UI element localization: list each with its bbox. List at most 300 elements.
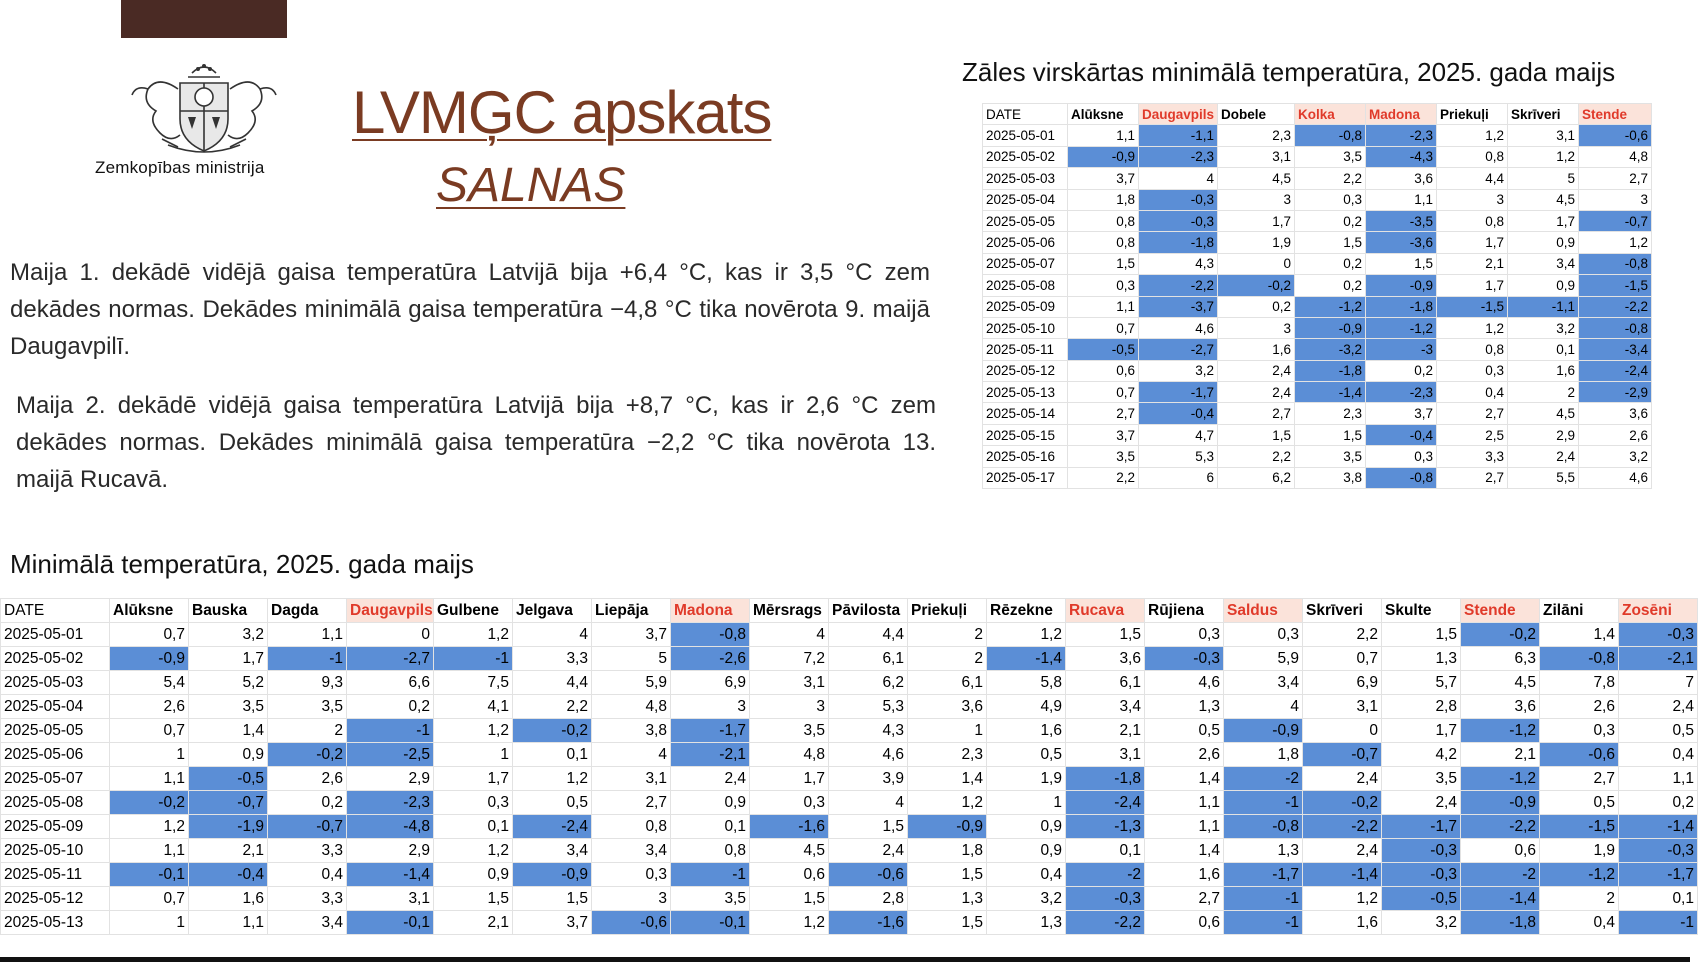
value-cell: 3 <box>1579 189 1652 210</box>
value-cell: 1,5 <box>1295 232 1366 253</box>
value-cell: 2,4 <box>1508 446 1579 467</box>
value-cell: 1,7 <box>189 647 268 671</box>
table-row <box>983 125 1652 146</box>
column-header: Skrīveri <box>1508 104 1579 125</box>
value-cell: 2,9 <box>347 767 434 791</box>
value-cell: 2,2 <box>1218 446 1295 467</box>
paragraph-decade-1: Maija 1. dekādē vidējā gaisa temperatūra Latvijā bija +6,4 °C, kas ir 3,5 °C zem dekādes normas. Dekādes minimālā gaisa temperatūra −4,8 °C tika novērota 9. maijā Daugavpilī. <box>10 259 930 360</box>
date-cell: 2025-05-02 <box>1 647 110 671</box>
value-cell: 2,3 <box>908 743 987 767</box>
value-cell: 0,6 <box>1068 360 1139 381</box>
value-cell: 5,3 <box>829 695 908 719</box>
table-row <box>1 623 1698 647</box>
value-cell: 3,1 <box>1218 146 1295 167</box>
value-cell: 0,2 <box>1295 210 1366 231</box>
value-cell: -1,8 <box>1366 296 1437 317</box>
table-row <box>983 446 1652 467</box>
date-cell: 2025-05-09 <box>983 296 1068 317</box>
value-cell: 7 <box>1619 671 1698 695</box>
value-cell: 1,5 <box>908 863 987 887</box>
value-cell: -1,6 <box>750 815 829 839</box>
value-cell: -0,4 <box>1139 403 1218 424</box>
table-row <box>983 339 1652 360</box>
value-cell: 1,7 <box>1382 719 1461 743</box>
value-cell: -0,4 <box>1366 424 1437 445</box>
value-cell: 2,3 <box>1295 403 1366 424</box>
value-cell: -2,5 <box>347 743 434 767</box>
value-cell: -0,8 <box>1224 815 1303 839</box>
value-cell: 1,3 <box>1145 695 1224 719</box>
table-row <box>1 887 1698 911</box>
value-cell: -1 <box>671 863 750 887</box>
column-header: Jelgava <box>513 599 592 623</box>
value-cell: 0,7 <box>1068 382 1139 403</box>
table-row <box>983 403 1652 424</box>
value-cell: 1,7 <box>1437 232 1508 253</box>
value-cell: -0,3 <box>1619 839 1698 863</box>
value-cell: 1 <box>110 743 189 767</box>
value-cell: 6,1 <box>1066 671 1145 695</box>
value-cell: -0,5 <box>189 767 268 791</box>
value-cell: 3,6 <box>1066 647 1145 671</box>
value-cell: 3,1 <box>1508 125 1579 146</box>
value-cell: 4,6 <box>1579 467 1652 488</box>
value-cell: 5,9 <box>1224 647 1303 671</box>
value-cell: 2,4 <box>1218 360 1295 381</box>
value-cell: 1,5 <box>434 887 513 911</box>
coat-of-arms-logo <box>118 55 290 158</box>
value-cell: 0,6 <box>1145 911 1224 935</box>
value-cell: 1 <box>987 791 1066 815</box>
value-cell: 4 <box>1139 168 1218 189</box>
value-cell: 1,7 <box>1218 210 1295 231</box>
value-cell: 1,5 <box>750 887 829 911</box>
value-cell: -0,3 <box>1619 623 1698 647</box>
value-cell: 0,6 <box>750 863 829 887</box>
value-cell: 1,1 <box>268 623 347 647</box>
value-cell: 0,9 <box>434 863 513 887</box>
value-cell: -0,2 <box>268 743 347 767</box>
value-cell: 4,6 <box>1145 671 1224 695</box>
value-cell: 0,4 <box>1540 911 1619 935</box>
value-cell: 0,2 <box>268 791 347 815</box>
value-cell: -1,7 <box>1382 815 1461 839</box>
value-cell: -4,8 <box>347 815 434 839</box>
value-cell: -2,4 <box>1066 791 1145 815</box>
page-title: LVMĢC apskats <box>352 79 772 146</box>
value-cell: -0,9 <box>908 815 987 839</box>
value-cell: 3,5 <box>1382 767 1461 791</box>
value-cell: -0,2 <box>110 791 189 815</box>
value-cell: 0,7 <box>110 887 189 911</box>
value-cell: 4,3 <box>829 719 908 743</box>
value-cell: 0,1 <box>513 743 592 767</box>
value-cell: -2,3 <box>1366 125 1437 146</box>
table-row <box>983 424 1652 445</box>
value-cell: 3,2 <box>1579 446 1652 467</box>
value-cell: 0,7 <box>1068 317 1139 338</box>
value-cell: 4,4 <box>829 623 908 647</box>
value-cell: 2,4 <box>1303 767 1382 791</box>
date-cell: 2025-05-14 <box>983 403 1068 424</box>
value-cell: 3 <box>592 887 671 911</box>
date-cell: 2025-05-17 <box>983 467 1068 488</box>
value-cell: -1,4 <box>1295 382 1366 403</box>
value-cell: -0,9 <box>110 647 189 671</box>
value-cell: 3,3 <box>268 887 347 911</box>
value-cell: 2,7 <box>1068 403 1139 424</box>
value-cell: 1,2 <box>1508 146 1579 167</box>
value-cell: -1,8 <box>1139 232 1218 253</box>
column-header: DATE <box>983 104 1068 125</box>
value-cell: 3,6 <box>1579 403 1652 424</box>
value-cell: 3,5 <box>1295 146 1366 167</box>
value-cell: -1,7 <box>671 719 750 743</box>
value-cell: 3,7 <box>1366 403 1437 424</box>
table-row <box>1 647 1698 671</box>
table-row <box>1 719 1698 743</box>
value-cell: 2,4 <box>1382 791 1461 815</box>
value-cell: -1,2 <box>1461 767 1540 791</box>
value-cell: -2,7 <box>1139 339 1218 360</box>
column-header: Zilāni <box>1540 599 1619 623</box>
value-cell: 3,1 <box>1066 743 1145 767</box>
value-cell: -1,1 <box>1139 125 1218 146</box>
value-cell: 6,1 <box>908 671 987 695</box>
value-cell: -2,3 <box>1366 382 1437 403</box>
value-cell: 3,5 <box>671 887 750 911</box>
date-cell: 2025-05-13 <box>983 382 1068 403</box>
value-cell: -0,3 <box>1066 887 1145 911</box>
date-cell: 2025-05-05 <box>1 719 110 743</box>
value-cell: -2,3 <box>1139 146 1218 167</box>
value-cell: 1,2 <box>908 791 987 815</box>
table-row <box>983 382 1652 403</box>
value-cell: -3,2 <box>1295 339 1366 360</box>
value-cell: 1,3 <box>1224 839 1303 863</box>
value-cell: 2 <box>268 719 347 743</box>
date-cell: 2025-05-02 <box>983 146 1068 167</box>
value-cell: -1 <box>1224 911 1303 935</box>
column-header: Rucava <box>1066 599 1145 623</box>
value-cell: -0,3 <box>1139 210 1218 231</box>
value-cell: -0,4 <box>189 863 268 887</box>
table-row <box>1 791 1698 815</box>
value-cell: 0,2 <box>1366 360 1437 381</box>
value-cell: 1,4 <box>908 767 987 791</box>
value-cell: 1,8 <box>908 839 987 863</box>
value-cell: 1,2 <box>434 719 513 743</box>
value-cell: 3,2 <box>987 887 1066 911</box>
value-cell: 4,5 <box>1508 403 1579 424</box>
date-cell: 2025-05-01 <box>983 125 1068 146</box>
value-cell: 0,3 <box>1068 275 1139 296</box>
value-cell: 1,5 <box>513 887 592 911</box>
value-cell: -1 <box>347 719 434 743</box>
value-cell: 3,3 <box>268 839 347 863</box>
value-cell: 0,8 <box>1068 232 1139 253</box>
value-cell: 2,8 <box>829 887 908 911</box>
value-cell: -0,6 <box>829 863 908 887</box>
table-row <box>983 253 1652 274</box>
value-cell: 6,2 <box>829 671 908 695</box>
value-cell: 0,5 <box>1540 791 1619 815</box>
column-header: Rēzekne <box>987 599 1066 623</box>
air-table-title: Minimālā temperatūra, 2025. gada maijs <box>10 549 474 579</box>
value-cell: 1,6 <box>1145 863 1224 887</box>
value-cell: 3,5 <box>750 719 829 743</box>
value-cell: 1,9 <box>987 767 1066 791</box>
value-cell: 1 <box>434 743 513 767</box>
value-cell: 1,2 <box>513 767 592 791</box>
value-cell: 3,4 <box>1508 253 1579 274</box>
value-cell: -3,4 <box>1579 339 1652 360</box>
value-cell: 2,6 <box>1579 424 1652 445</box>
value-cell: 4,3 <box>1139 253 1218 274</box>
value-cell: 1,1 <box>1366 189 1437 210</box>
value-cell: 1,6 <box>1508 360 1579 381</box>
value-cell: 4,7 <box>1139 424 1218 445</box>
value-cell: 0,5 <box>1619 719 1698 743</box>
value-cell: -1,3 <box>1066 815 1145 839</box>
value-cell: 0,3 <box>592 863 671 887</box>
value-cell: -1,4 <box>1303 863 1382 887</box>
top-decor-bar <box>121 0 287 38</box>
value-cell: 2,9 <box>347 839 434 863</box>
value-cell: 0 <box>1303 719 1382 743</box>
value-cell: -0,2 <box>513 719 592 743</box>
value-cell: 3,1 <box>347 887 434 911</box>
table-row <box>1 695 1698 719</box>
value-cell: 4,4 <box>513 671 592 695</box>
value-cell: -0,6 <box>1540 743 1619 767</box>
column-header: Pāvilosta <box>829 599 908 623</box>
value-cell: 1,4 <box>189 719 268 743</box>
value-cell: 3,4 <box>268 911 347 935</box>
column-header: Zosēni <box>1619 599 1698 623</box>
value-cell: -0,9 <box>1068 146 1139 167</box>
value-cell: 2,1 <box>1461 743 1540 767</box>
value-cell: 1,7 <box>1437 275 1508 296</box>
column-header: Skrīveri <box>1303 599 1382 623</box>
value-cell: 1,8 <box>1224 743 1303 767</box>
date-cell: 2025-05-12 <box>1 887 110 911</box>
value-cell: 6,2 <box>1218 467 1295 488</box>
value-cell: 2,7 <box>1540 767 1619 791</box>
value-cell: 1,1 <box>1619 767 1698 791</box>
value-cell: -0,3 <box>1139 189 1218 210</box>
table-row <box>1 863 1698 887</box>
value-cell: -1,2 <box>1366 317 1437 338</box>
value-cell: 1,5 <box>829 815 908 839</box>
value-cell: 4,5 <box>750 839 829 863</box>
value-cell: 3,1 <box>592 767 671 791</box>
value-cell: -0,9 <box>1461 791 1540 815</box>
column-header: Skulte <box>1382 599 1461 623</box>
value-cell: -0,1 <box>110 863 189 887</box>
value-cell: 2,6 <box>1145 743 1224 767</box>
value-cell: 3,2 <box>1382 911 1461 935</box>
value-cell: -2,2 <box>1579 296 1652 317</box>
value-cell: -1 <box>1224 791 1303 815</box>
value-cell: -1,4 <box>1461 887 1540 911</box>
value-cell: 2,5 <box>1437 424 1508 445</box>
value-cell: 3 <box>1218 189 1295 210</box>
value-cell: 1,1 <box>1068 296 1139 317</box>
value-cell: 1,7 <box>434 767 513 791</box>
date-cell: 2025-05-11 <box>1 863 110 887</box>
value-cell: -0,8 <box>1540 647 1619 671</box>
value-cell: 3,5 <box>268 695 347 719</box>
value-cell: -0,2 <box>1218 275 1295 296</box>
value-cell: 2,1 <box>1437 253 1508 274</box>
value-cell: 1,2 <box>987 623 1066 647</box>
value-cell: 2,7 <box>1218 403 1295 424</box>
value-cell: 1 <box>110 911 189 935</box>
date-cell: 2025-05-05 <box>983 210 1068 231</box>
value-cell: 2 <box>1508 382 1579 403</box>
date-cell: 2025-05-07 <box>983 253 1068 274</box>
date-cell: 2025-05-10 <box>983 317 1068 338</box>
value-cell: 3,4 <box>513 839 592 863</box>
value-cell: 3,9 <box>829 767 908 791</box>
value-cell: -1,7 <box>1224 863 1303 887</box>
value-cell: 3,4 <box>592 839 671 863</box>
value-cell: 4,5 <box>1218 168 1295 189</box>
value-cell: 4,8 <box>1579 146 1652 167</box>
value-cell: 0,1 <box>434 815 513 839</box>
value-cell: 2,2 <box>1295 168 1366 189</box>
value-cell: 0,3 <box>1224 623 1303 647</box>
column-header: Dagda <box>268 599 347 623</box>
date-cell: 2025-05-15 <box>983 424 1068 445</box>
value-cell: 3,7 <box>592 623 671 647</box>
column-header: Alūksne <box>110 599 189 623</box>
value-cell: 0,6 <box>1461 839 1540 863</box>
value-cell: 0,1 <box>1066 839 1145 863</box>
value-cell: 3,2 <box>189 623 268 647</box>
value-cell: 7,2 <box>750 647 829 671</box>
value-cell: 1 <box>908 719 987 743</box>
date-cell: 2025-05-04 <box>1 695 110 719</box>
value-cell: 1,5 <box>1295 424 1366 445</box>
value-cell: -1 <box>1224 887 1303 911</box>
column-header: Madona <box>1366 104 1437 125</box>
table-row <box>1 911 1698 935</box>
value-cell: 1,1 <box>1145 791 1224 815</box>
value-cell: 0,8 <box>592 815 671 839</box>
value-cell: 1,2 <box>1303 887 1382 911</box>
date-cell: 2025-05-07 <box>1 767 110 791</box>
value-cell: -1,5 <box>1579 275 1652 296</box>
value-cell: 1,5 <box>1218 424 1295 445</box>
value-cell: 0,2 <box>1295 253 1366 274</box>
value-cell: -1 <box>268 647 347 671</box>
value-cell: -1,4 <box>347 863 434 887</box>
value-cell: 0 <box>1218 253 1295 274</box>
value-cell: 6,3 <box>1461 647 1540 671</box>
value-cell: 2,4 <box>1218 382 1295 403</box>
column-header: Daugavpils <box>1139 104 1218 125</box>
table-row <box>1 671 1698 695</box>
value-cell: 0,8 <box>671 839 750 863</box>
value-cell: -2,7 <box>347 647 434 671</box>
table-row <box>983 146 1652 167</box>
value-cell: 2,4 <box>671 767 750 791</box>
value-cell: -3 <box>1366 339 1437 360</box>
value-cell: -1 <box>434 647 513 671</box>
value-cell: 4 <box>1224 695 1303 719</box>
value-cell: -1,6 <box>829 911 908 935</box>
value-cell: 1,3 <box>908 887 987 911</box>
value-cell: 4,1 <box>434 695 513 719</box>
table-row <box>983 168 1652 189</box>
value-cell: 5,9 <box>592 671 671 695</box>
value-cell: 0,2 <box>1218 296 1295 317</box>
value-cell: -1,7 <box>1619 863 1698 887</box>
value-cell: -0,7 <box>268 815 347 839</box>
value-cell: 2,3 <box>1218 125 1295 146</box>
value-cell: 3 <box>671 695 750 719</box>
value-cell: -0,1 <box>347 911 434 935</box>
value-cell: 0,5 <box>513 791 592 815</box>
value-cell: 0,5 <box>987 743 1066 767</box>
value-cell: 5 <box>1508 168 1579 189</box>
value-cell: 0,3 <box>1540 719 1619 743</box>
value-cell: 2 <box>908 647 987 671</box>
value-cell: 4,6 <box>829 743 908 767</box>
column-header: Madona <box>671 599 750 623</box>
table-row <box>983 210 1652 231</box>
value-cell: 1,7 <box>750 767 829 791</box>
value-cell: 1,3 <box>1382 647 1461 671</box>
date-cell: 2025-05-06 <box>1 743 110 767</box>
value-cell: 2,4 <box>1619 695 1698 719</box>
value-cell: 2,2 <box>1068 467 1139 488</box>
value-cell: 2,7 <box>1437 467 1508 488</box>
value-cell: -0,3 <box>1382 863 1461 887</box>
value-cell: -0,3 <box>1145 647 1224 671</box>
value-cell: -1,9 <box>189 815 268 839</box>
column-header: Dobele <box>1218 104 1295 125</box>
value-cell: -1,1 <box>1508 296 1579 317</box>
value-cell: 0,5 <box>1145 719 1224 743</box>
value-cell: 2,7 <box>1579 168 1652 189</box>
value-cell: 1,6 <box>189 887 268 911</box>
value-cell: 5,8 <box>987 671 1066 695</box>
value-cell: 2,2 <box>1303 623 1382 647</box>
value-cell: -1,2 <box>1540 863 1619 887</box>
table-row <box>983 296 1652 317</box>
value-cell: 2,4 <box>829 839 908 863</box>
value-cell: -1,5 <box>1437 296 1508 317</box>
column-header: Stende <box>1579 104 1652 125</box>
value-cell: 4,5 <box>1461 671 1540 695</box>
value-cell: -1,2 <box>1295 296 1366 317</box>
value-cell: 6,9 <box>671 671 750 695</box>
value-cell: 0,4 <box>1619 743 1698 767</box>
value-cell: 3,6 <box>1366 168 1437 189</box>
value-cell: 0,8 <box>1437 146 1508 167</box>
value-cell: 4,8 <box>750 743 829 767</box>
value-cell: 0,7 <box>110 719 189 743</box>
value-cell: 2,1 <box>189 839 268 863</box>
table-row <box>983 467 1652 488</box>
column-header: Liepāja <box>592 599 671 623</box>
date-cell: 2025-05-01 <box>1 623 110 647</box>
value-cell: -1,8 <box>1461 911 1540 935</box>
value-cell: -1,2 <box>1461 719 1540 743</box>
